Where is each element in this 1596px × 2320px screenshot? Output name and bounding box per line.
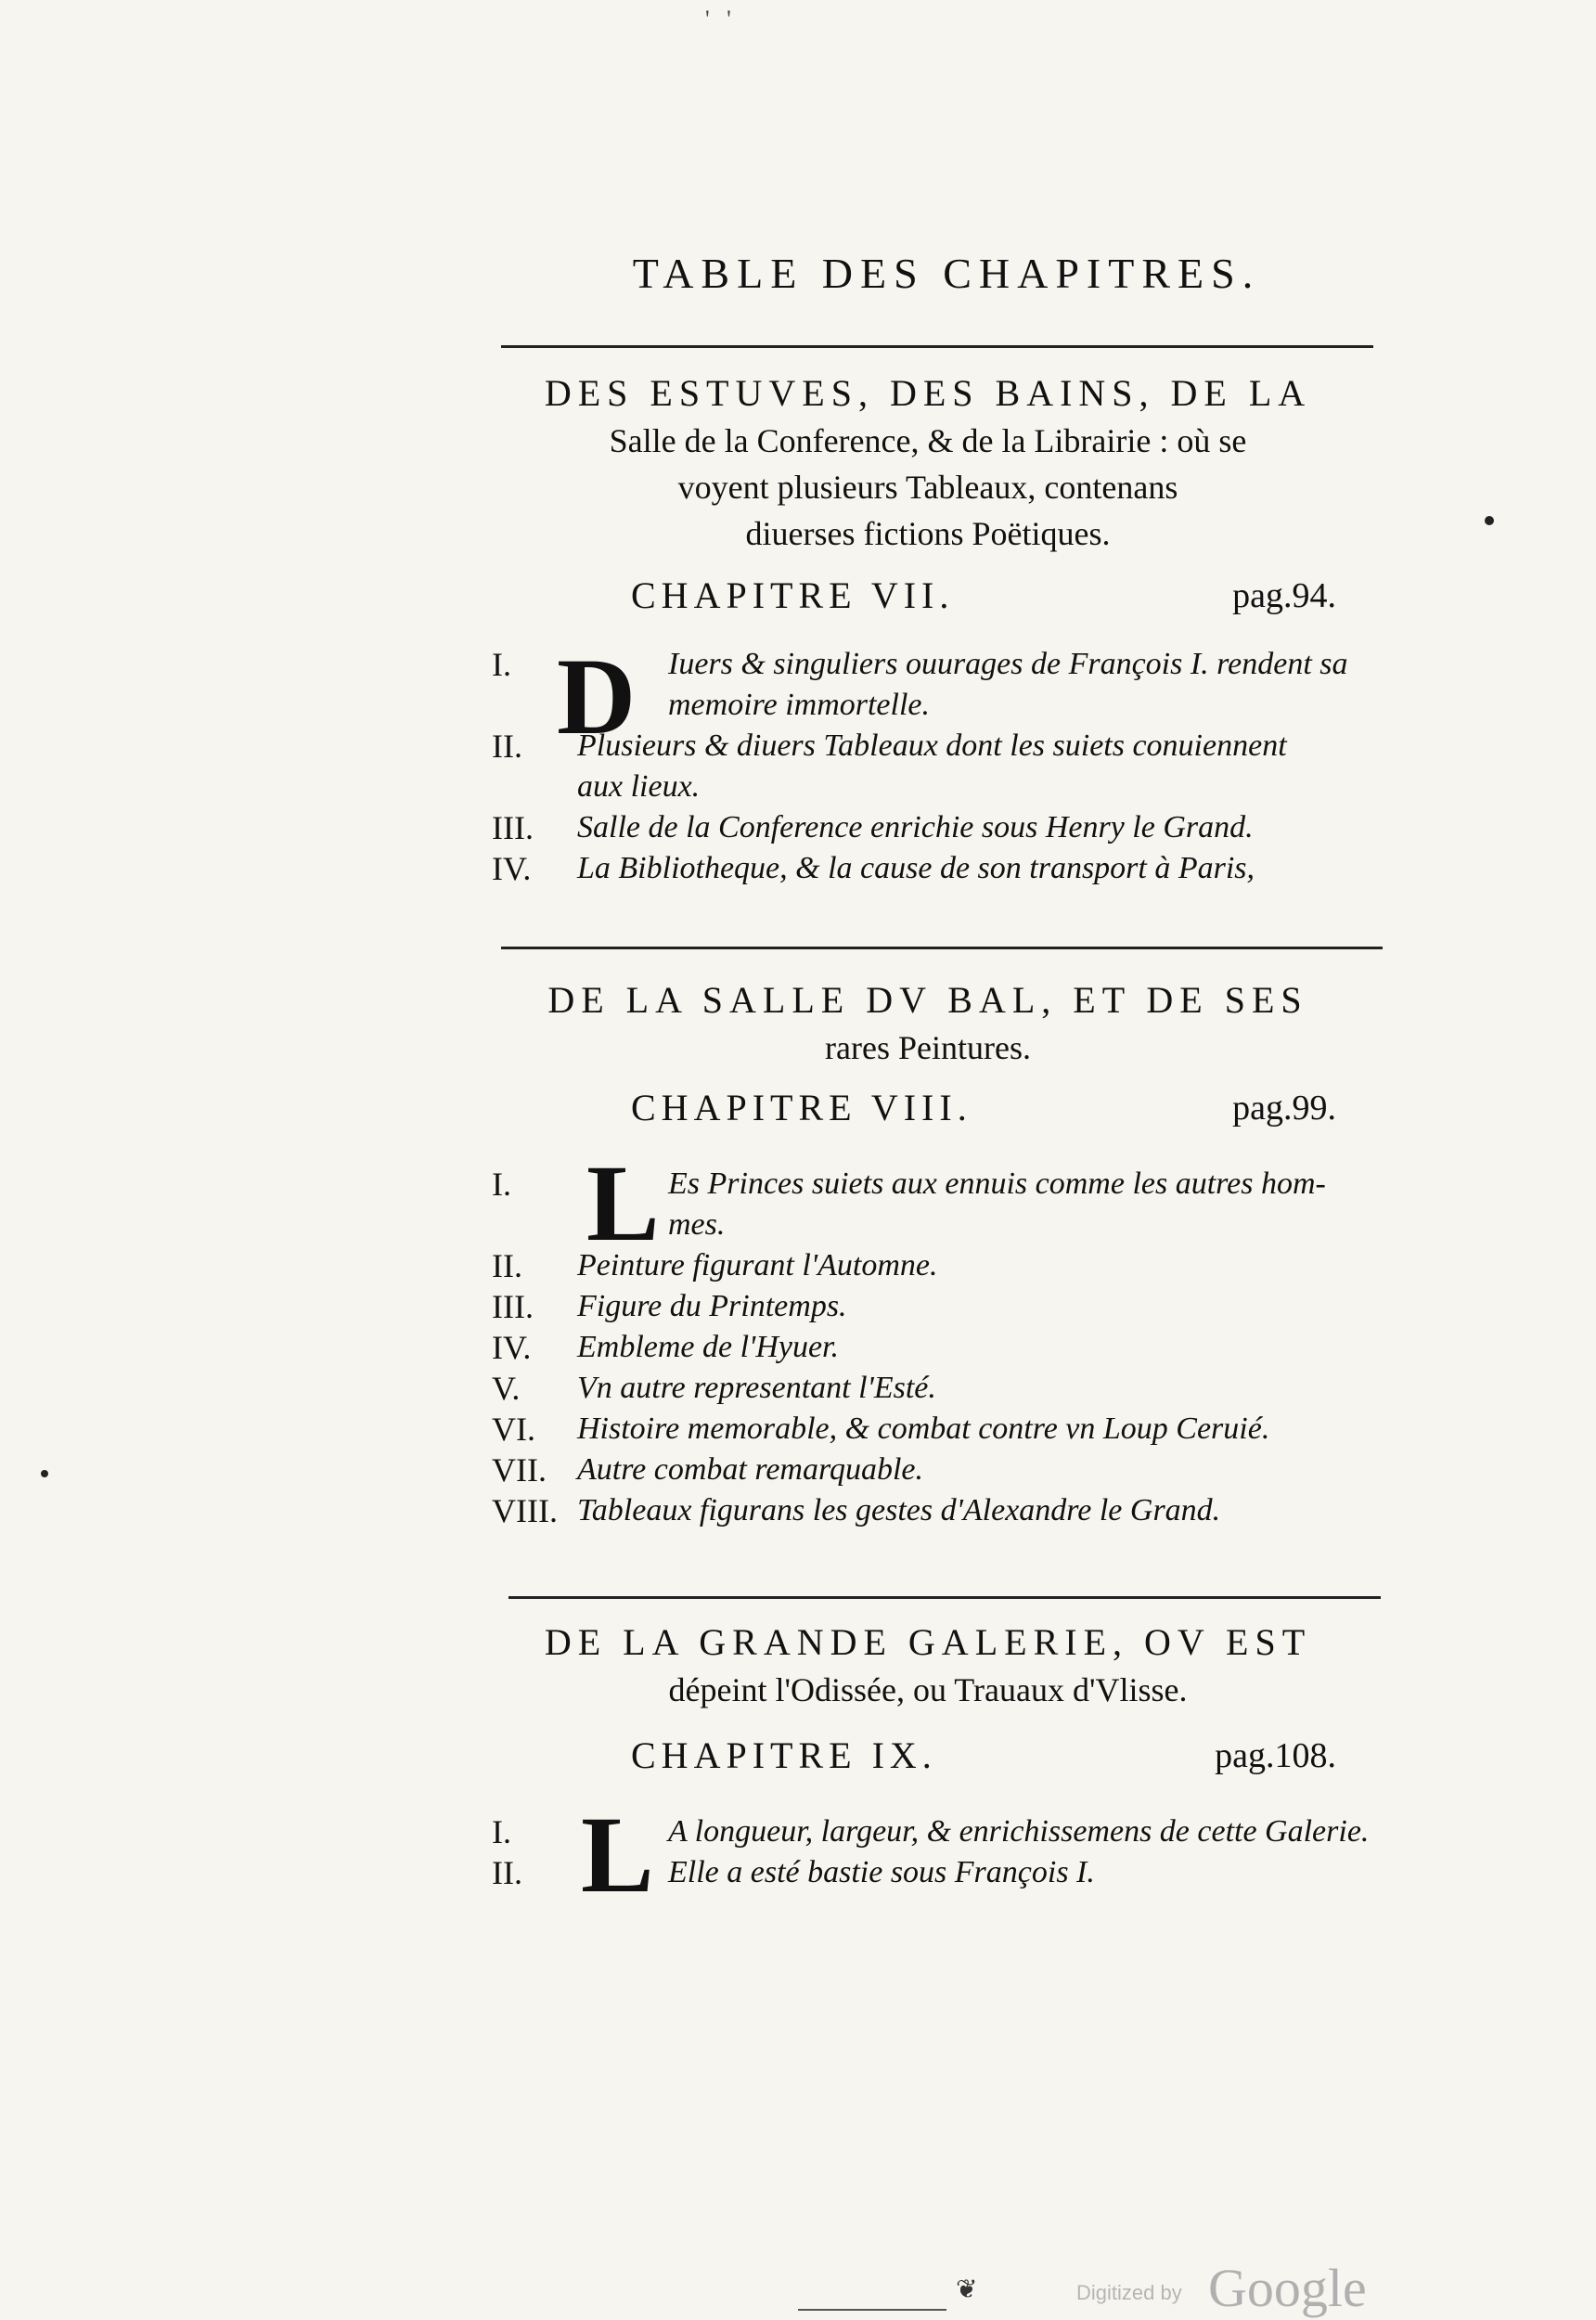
entry-text: aux lieux.: [577, 769, 701, 804]
section-heading-line: dépeint l'Odissée, ou Trauaux d'Vlisse.: [668, 1671, 1188, 1708]
list-item: [492, 1852, 1410, 1893]
entry-number: I.: [492, 1166, 511, 1203]
chapter-line-7: [575, 574, 1373, 625]
list-item: [492, 1450, 1410, 1490]
section-heading-line: Salle de la Conference, & de la Librairie : où se: [609, 422, 1247, 459]
list-item: [492, 1245, 1410, 1286]
entry-text: mes.: [668, 1207, 726, 1242]
entry-text: Figure du Printemps.: [577, 1289, 847, 1323]
entry-number: II.: [492, 1247, 522, 1284]
section-heading-line: rares Peintures.: [825, 1029, 1031, 1066]
chapter-number: CHAPITRE IX.: [631, 1734, 937, 1776]
ink-speck: [41, 1470, 48, 1477]
list-item: [492, 726, 1410, 767]
entry-number: III.: [492, 809, 534, 846]
rule-divider: [501, 345, 1373, 348]
list-item: [492, 1205, 1410, 1245]
page-reference: pag.108.: [1215, 1736, 1336, 1775]
list-item: [492, 685, 1410, 726]
section-heading-line: DE LA SALLE DV BAL, ET DE SES: [547, 979, 1308, 1021]
entry-text: memoire immortelle.: [668, 688, 931, 722]
entry-text: Salle de la Conference enrichie sous Henry le Grand.: [577, 810, 1254, 844]
entry-text: Elle a esté bastie sous François I.: [668, 1855, 1095, 1889]
entry-text: Plusieurs & diuers Tableaux dont les suiets conuiennent: [577, 728, 1287, 763]
section-heading-line: DE LA GRANDE GALERIE, OV EST: [544, 1621, 1312, 1663]
running-title: TABLE DES CHAPITRES.: [632, 250, 1261, 297]
entry-text: Vn autre representant l'Esté.: [577, 1371, 936, 1405]
entry-number: VIII.: [492, 1492, 558, 1529]
entry-text: Iuers & singuliers ouurages de François I. rendent sa: [668, 647, 1348, 681]
list-item: [492, 1164, 1410, 1205]
page-reference: pag.94.: [1232, 576, 1336, 615]
entry-number: III.: [492, 1288, 534, 1325]
entry-number: II.: [492, 728, 522, 765]
entry-number: IV.: [492, 850, 532, 887]
ink-speck: [1485, 516, 1494, 525]
section-heading-8: [483, 976, 1373, 1071]
chapter-line-8: [575, 1086, 1373, 1138]
rule-divider: [501, 947, 1383, 949]
entry-number: I.: [492, 1813, 511, 1850]
drop-cap: L: [581, 1794, 654, 1915]
drop-cap: L: [586, 1142, 660, 1264]
entry-list-7: [492, 636, 1410, 889]
chapter-number: CHAPITRE VII.: [631, 574, 955, 616]
digitized-by-label: Digitized by: [1076, 2281, 1182, 2304]
bottom-mark: ❦: [956, 2275, 978, 2304]
entry-text: Peinture figurant l'Automne.: [577, 1248, 938, 1282]
entry-text: Histoire memorable, & combat contre vn Loup Ceruié.: [577, 1411, 1270, 1446]
rule-divider: [798, 2309, 946, 2311]
rule-divider: [508, 1596, 1381, 1599]
section-heading-line: voyent plusieurs Tableaux, contenans: [677, 469, 1178, 506]
entry-number: II.: [492, 1854, 522, 1891]
list-item: [492, 848, 1410, 889]
entry-number: VII.: [492, 1451, 547, 1489]
entry-number: IV.: [492, 1329, 532, 1366]
section-heading-line: DES ESTUVES, DES BAINS, DE LA: [544, 372, 1312, 414]
entry-number: V.: [492, 1370, 521, 1407]
chapter-line-9: [575, 1734, 1373, 1785]
list-item: [492, 1811, 1410, 1852]
entry-list-8: [492, 1164, 1410, 1531]
list-item: [492, 767, 1410, 807]
section-heading-line: diuerses fictions Poëtiques.: [745, 515, 1111, 552]
top-marks: ' ': [705, 6, 737, 32]
entry-list-9: [492, 1811, 1410, 1893]
list-item: [492, 1490, 1410, 1531]
section-heading-9: [483, 1618, 1373, 1713]
entry-text: Es Princes suiets aux ennuis comme les autres hom-: [668, 1166, 1326, 1201]
list-item: [492, 1368, 1410, 1409]
entry-number: VI.: [492, 1411, 535, 1448]
list-item: [492, 807, 1410, 848]
entry-text: La Bibliotheque, & la cause de son transport à Paris,: [577, 851, 1255, 885]
google-logo: Google: [1208, 2258, 1367, 2318]
digitized-watermark: [1076, 2257, 1410, 2318]
list-item: [492, 1409, 1410, 1450]
entry-text: A longueur, largeur, & enrichissemens de cette Galerie.: [668, 1814, 1370, 1849]
list-item: [492, 644, 1410, 685]
entry-text: Autre combat remarquable.: [577, 1452, 923, 1487]
drop-cap: D: [557, 636, 637, 757]
entry-text: Tableaux figurans les gestes d'Alexandre le Grand.: [577, 1493, 1221, 1527]
page-reference: pag.99.: [1232, 1089, 1336, 1128]
chapter-number: CHAPITRE VIII.: [631, 1087, 972, 1128]
entry-text: Embleme de l'Hyuer.: [577, 1330, 840, 1364]
section-heading-7: [483, 369, 1373, 557]
list-item: [492, 1286, 1410, 1327]
list-item: [492, 1327, 1410, 1368]
entry-number: I.: [492, 646, 511, 683]
